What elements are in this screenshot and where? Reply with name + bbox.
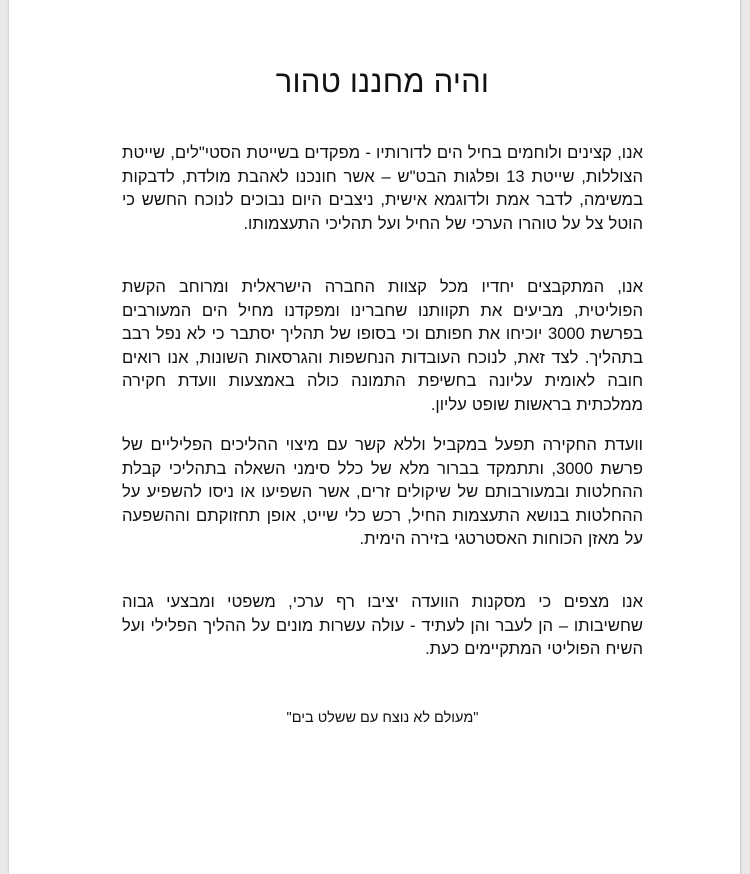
paragraph-2: אנו, המתקבצים יחדיו מכל קצוות החברה הישראלית ומרוחב הקשת הפוליטית, מביעים את תקוותנו שחברינו ומפקדנו מחיל הים המעורבים בפרשת 3000 יוכיחו את חפותם וכי בסופו של תהליך יסתבר כי לא נפל רבב בתהליך. לצד זאת, לנוכח העובדות הנחשפות והגרסאות השונות, אנו רואים חובה לאומית עליונה בחשיפת התמונה כולה באמצעות וועדת חקירה ממלכתית בראשות שופט עליון. xyxy=(122,277,643,414)
page-edge-divider xyxy=(740,0,741,874)
paragraph-3: וועדת החקירה תפעל במקביל וללא קשר עם מיצוי ההליכים הפליליים של פרשת 3000, ותתמקד בברור מלא של כלל סימני השאלה בתהליכי קבלת ההחלטות ובמעורבותם של שיקולים זרים, אשר השפיעו או ניסו להשפיע על ההחלטות בנושא התעצמות החיל, רכש כלי שייט, אופן תחזוקתם וההשפעה על מאזן הכוחות האסטרטגי בזירה הימית. xyxy=(122,435,643,549)
paragraph-1: אנו, קצינים ולוחמים בחיל הים לדורותיו - מפקדים בשייטת הסטי"לים, שייטת הצוללות, שייטת 13 ופלגות הבט"ש – אשר חונכנו לאהבת מולדת, לדבקות במשימה, לדבר אמת ולדוגמא אישית, ניצבים היום נבוכים לנוכח החשש כי הוטל צל על טוהרו הערכי של החיל ועל תהליכי התעצמותו. xyxy=(122,143,643,233)
document-page xyxy=(9,0,740,874)
paragraph-4: אנו מצפים כי מסקנות הוועדה יציבו רף ערכי, משפטי ומבצעי גבוה שחשיבותו – הן לעבר והן לעתיד - עולה עשרות מונים על ההליך הפלילי ועל השיח הפוליטי המתקיימים כעת. xyxy=(122,592,643,659)
document-title: והיה מחננו טהור xyxy=(275,64,490,99)
closing-motto: "מעולם לא נוצח עם ששלט בים" xyxy=(286,710,479,726)
